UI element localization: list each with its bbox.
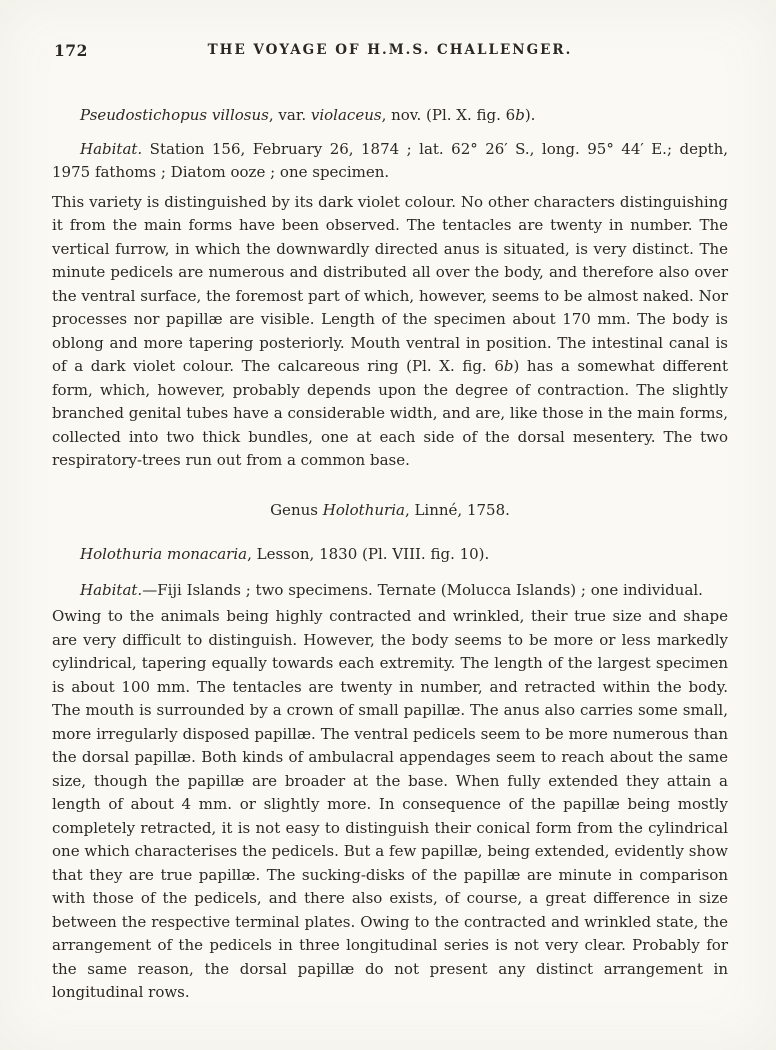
description-paragraph-1: [52, 191, 728, 473]
text-segment: ) has a somewhat different form, which, however, probably depends upon the degree of contraction. The slightly branched genital tubes have a considerable width, and are, like those in the main forms, collected into two thick bundles, one at each side of the dorsal mesentery. The two respiratory-trees run out from a common base.: [52, 357, 728, 469]
italic-text-segment: Pseudostichopus villosus: [80, 106, 269, 124]
italic-text-segment: violaceus: [310, 106, 382, 124]
page-number: 172: [54, 41, 88, 60]
text-segment: , nov. (Pl. X. fig. 6: [381, 106, 516, 124]
text-segment: , Linné, 1758.: [404, 500, 510, 519]
species-heading-monacaria: [52, 543, 728, 567]
italic-text-segment: b: [515, 106, 525, 124]
text-segment: ).: [524, 106, 536, 124]
text-segment: , Lesson, 1830 (Pl. VIII. fig. 10).: [247, 545, 490, 563]
species-heading-villosus: [52, 104, 728, 128]
italic-text-segment: b: [503, 357, 514, 375]
italic-text-segment: Holothuria monacaria: [80, 545, 248, 563]
text-segment: —Fiji Islands ; two specimens. Ternate (Molucca Islands) ; one individual.: [142, 580, 703, 599]
running-title: THE VOYAGE OF H.M.S. CHALLENGER.: [207, 42, 573, 58]
italic-text-segment: Habitat.: [80, 139, 143, 158]
italic-text-segment: Habitat.: [80, 580, 143, 599]
text-segment: Genus: [270, 500, 323, 519]
text-segment: Owing to the animals being highly contracted and wrinkled, their true size and shape are very difficult to distinguish. However, the body seems to be more or less markedly cylindrical, tapering equally towards each extremity. The length of the largest specimen is about 100 mm. The tentacles are twenty in number, and retracted within the body. The mouth is surrounded by a crown of small papillæ. The anus also carries some small, more irregularly disposed papillæ. The ventral pedicels seem to be more numerous than the dorsal papillæ. Both kinds of ambulacral appendages seem to reach about the same size, though the papillæ are broader at the base. When fully extended they attain a length of about 4 mm. or slightly more. In consequence of the papillæ being mostly completely retracted, it is not easy to distinguish their conical form from the cylindrical one which characterises the pedicels. But a few papillæ, being extended, evidently show that they are true papillæ. The sucking-disks of the papillæ are minute in comparison with those of the pedicels, and there also exists, of course, a great difference in size between the respective terminal plates. Owing to the contracted and wrinkled state, the arrangement of the pedicels in three longitudinal series is not very clear. Probably for the same reason, the dorsal papillæ do not present any distinct arrangement in longitudinal rows.: [52, 607, 728, 1001]
description-paragraph-2: [52, 605, 728, 1005]
page-body: [52, 104, 728, 1005]
text-segment: This variety is distinguished by its dark violet colour. No other characters distinguishing it from the main forms have been observed. The tentacles are twenty in number. The vertical furrow, in which the downwardly directed anus is situated, is very distinct. The minute pedicels are numerous and distributed all over the body, and therefore also over the ventral surface, the foremost part of which, however, seems to be almost naked. Nor processes nor papillæ are visible. Length of the specimen about 170 mm. The body is oblong and more tapering posteriorly. Mouth ventral in position. The intestinal canal is of a dark violet colour. The calcareous ring (Pl. X. fig. 6: [52, 192, 728, 375]
habitat-paragraph-1: [52, 138, 728, 185]
genus-heading: [52, 499, 728, 523]
habitat-paragraph-2: [52, 579, 728, 603]
text-segment: Station 156, February 26, 1874 ; lat. 62° 26′ S., long. 95° 44′ E.; depth, 1975 fathoms ; Diatom ooze ; one specimen.: [52, 139, 728, 181]
text-segment: , var.: [268, 106, 311, 124]
italic-text-segment: Holothuria: [322, 500, 405, 519]
page-header: [52, 40, 728, 62]
